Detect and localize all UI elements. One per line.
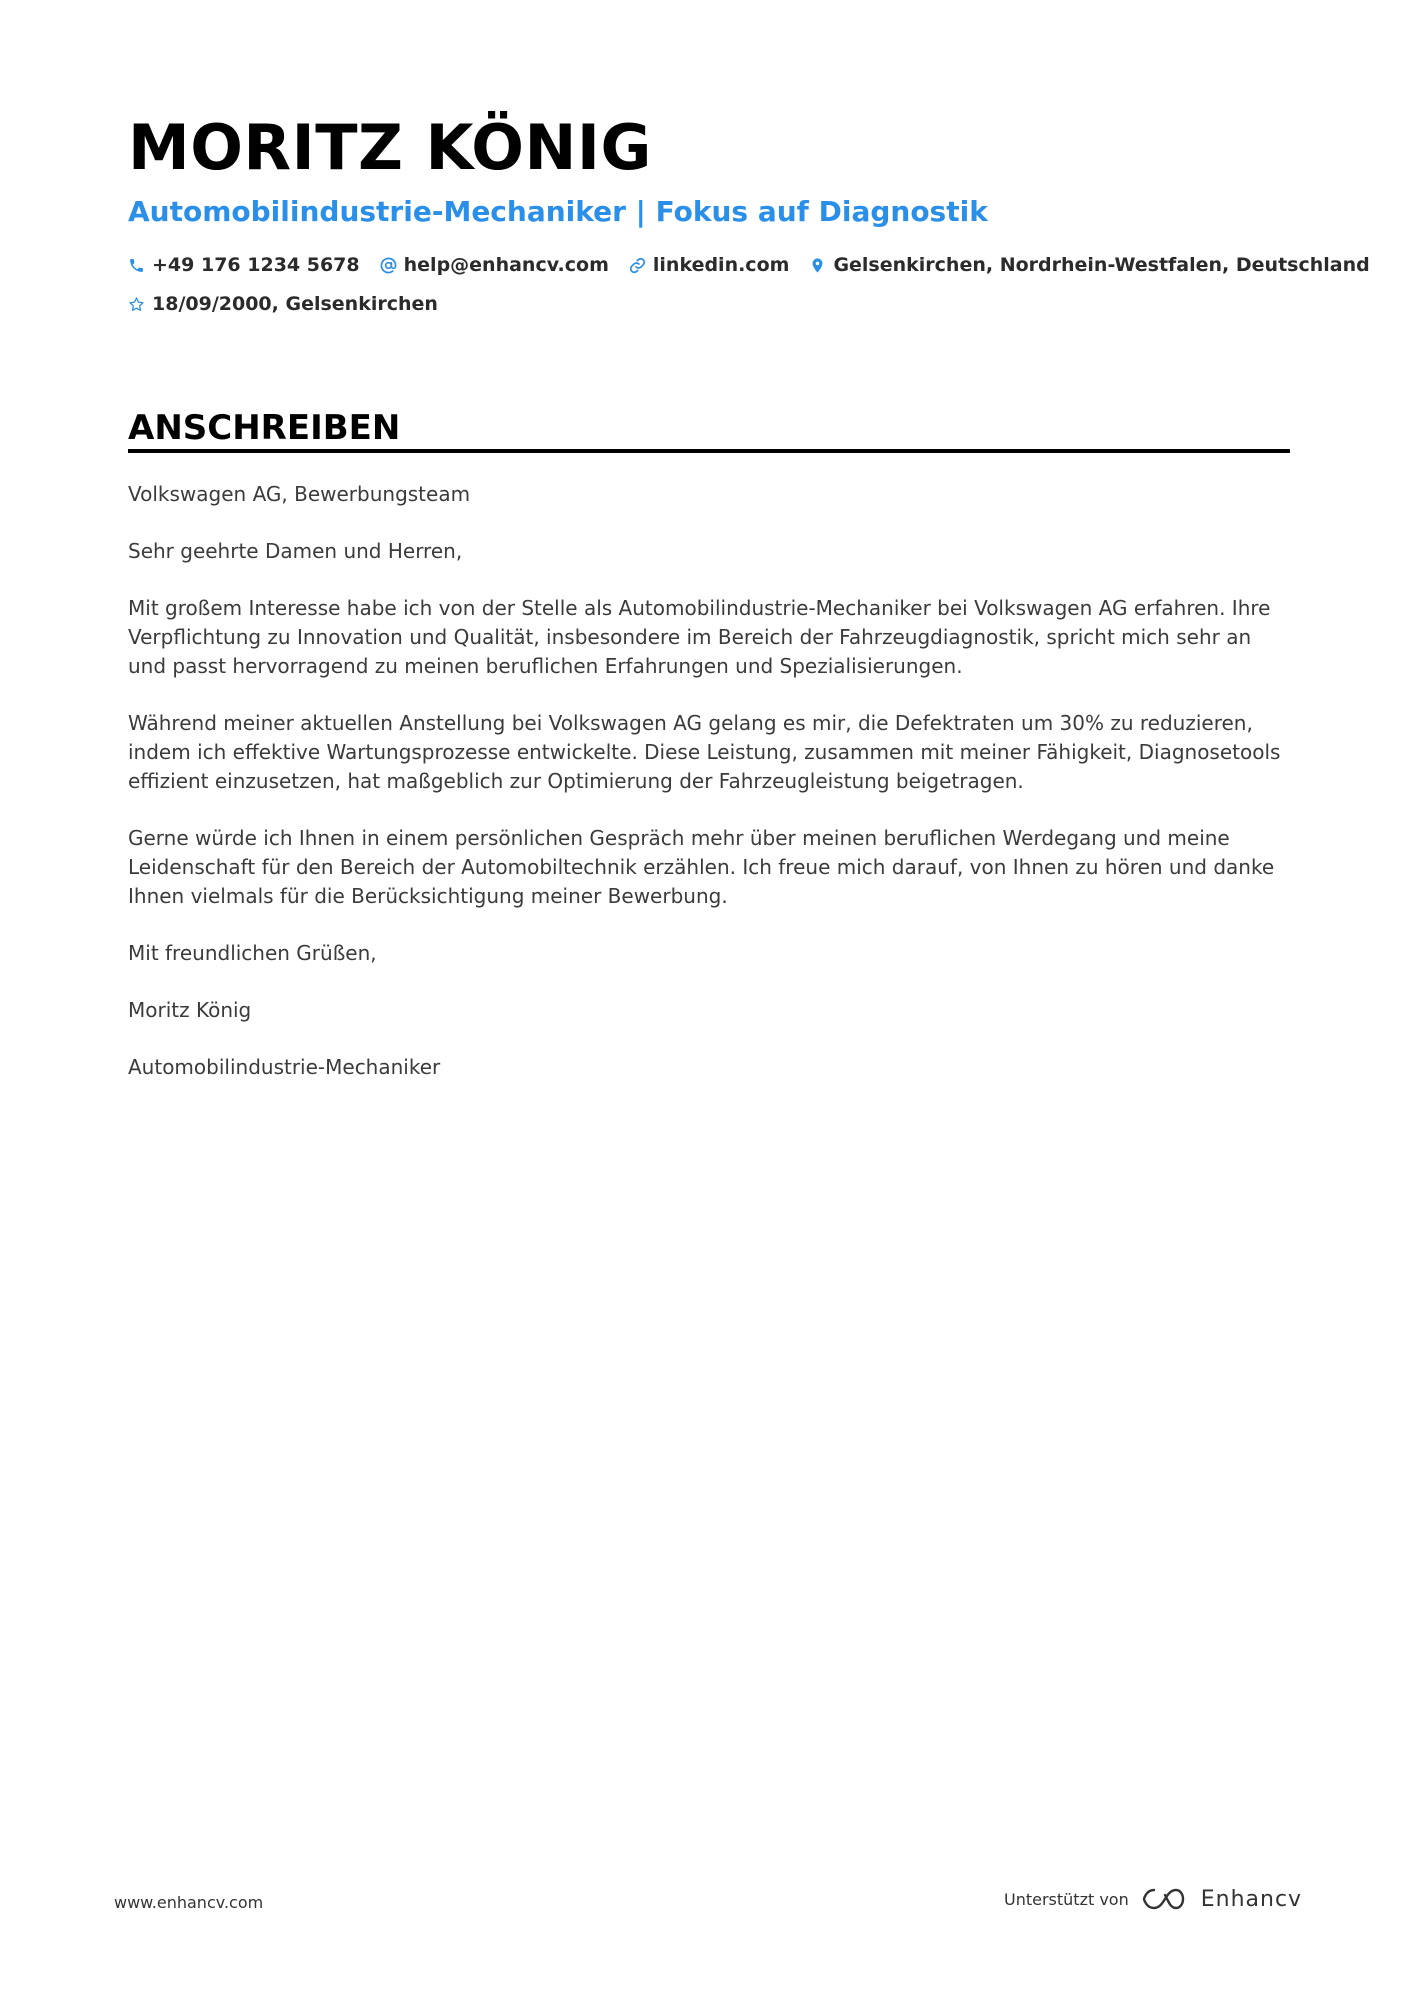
contact-location bbox=[809, 254, 1369, 276]
section-divider bbox=[128, 449, 1290, 453]
location-text: Gelsenkirchen, Nordrhein-Westfalen, Deutschland bbox=[833, 254, 1370, 276]
powered-by-text: Unterstützt von bbox=[1004, 1889, 1129, 1909]
applicant-name: MORITZ KÖNIG bbox=[128, 111, 652, 184]
footer-website[interactable]: www.enhancv.com bbox=[114, 1893, 264, 1912]
link-icon bbox=[629, 257, 646, 274]
salutation: Sehr geehrte Damen und Herren, bbox=[128, 539, 463, 563]
letter-body bbox=[128, 480, 1290, 1110]
footer-branding bbox=[1004, 1886, 1302, 1912]
star-icon bbox=[128, 296, 145, 313]
paragraph: Mit großem Interesse habe ich von der Stelle als Automobilindustrie-Mechaniker bei Volkswagen AG erfahren. Ihre Verpflichtung zu Innovation und Qualität, insbesondere im Bereich der Fahrzeugdiagnostik, spricht mich sehr an und passt hervorragend zu meinen beruflichen Erfahrungen und Spezialisierungen. bbox=[128, 596, 1271, 678]
signature-title: Automobilindustrie-Mechaniker bbox=[128, 1055, 441, 1079]
section-title: ANSCHREIBEN bbox=[128, 408, 401, 448]
at-sign-icon bbox=[380, 257, 397, 274]
enhancv-logo-icon bbox=[1141, 1886, 1187, 1912]
contact-linkedin[interactable] bbox=[629, 254, 790, 276]
phone-icon bbox=[128, 257, 145, 274]
brand-name: Enhancv bbox=[1200, 1886, 1303, 1912]
location-pin-icon bbox=[809, 257, 826, 274]
recipient: Volkswagen AG, Bewerbungsteam bbox=[128, 482, 471, 506]
paragraph: Gerne würde ich Ihnen in einem persönlichen Gespräch mehr über meinen beruflichen Werdegang und meine Leidenschaft für den Bereich der Automobiltechnik erzählen. Ich freue mich darauf, von Ihnen zu hören und danke Ihnen vielmals für die Berücksichtigung meiner Bewerbung. bbox=[128, 826, 1275, 908]
contact-email[interactable] bbox=[380, 254, 609, 276]
contact-row-2 bbox=[128, 293, 458, 315]
contact-birth bbox=[128, 293, 438, 315]
phone-text: +49 176 1234 5678 bbox=[152, 254, 360, 276]
email-text: help@enhancv.com bbox=[403, 254, 609, 276]
contact-phone bbox=[128, 254, 360, 276]
applicant-subtitle: Automobilindustrie-Mechaniker | Fokus auf Diagnostik bbox=[128, 195, 988, 228]
signature-name: Moritz König bbox=[128, 998, 252, 1022]
linkedin-text: linkedin.com bbox=[652, 254, 790, 276]
birth-text: 18/09/2000, Gelsenkirchen bbox=[152, 293, 438, 315]
closing: Mit freundlichen Grüßen, bbox=[128, 941, 377, 965]
contact-row bbox=[128, 254, 1390, 276]
paragraph: Während meiner aktuellen Anstellung bei Volkswagen AG gelang es mir, die Defektraten um 30% zu reduzieren, indem ich effektive Wartungsprozesse entwickelte. Diese Leistung, zusammen mit meiner Fähigkeit, Diagnosetools effizient einzusetzen, hat maßgeblich zur Optimierung der Fahrzeugleistung beigetragen. bbox=[128, 711, 1281, 793]
